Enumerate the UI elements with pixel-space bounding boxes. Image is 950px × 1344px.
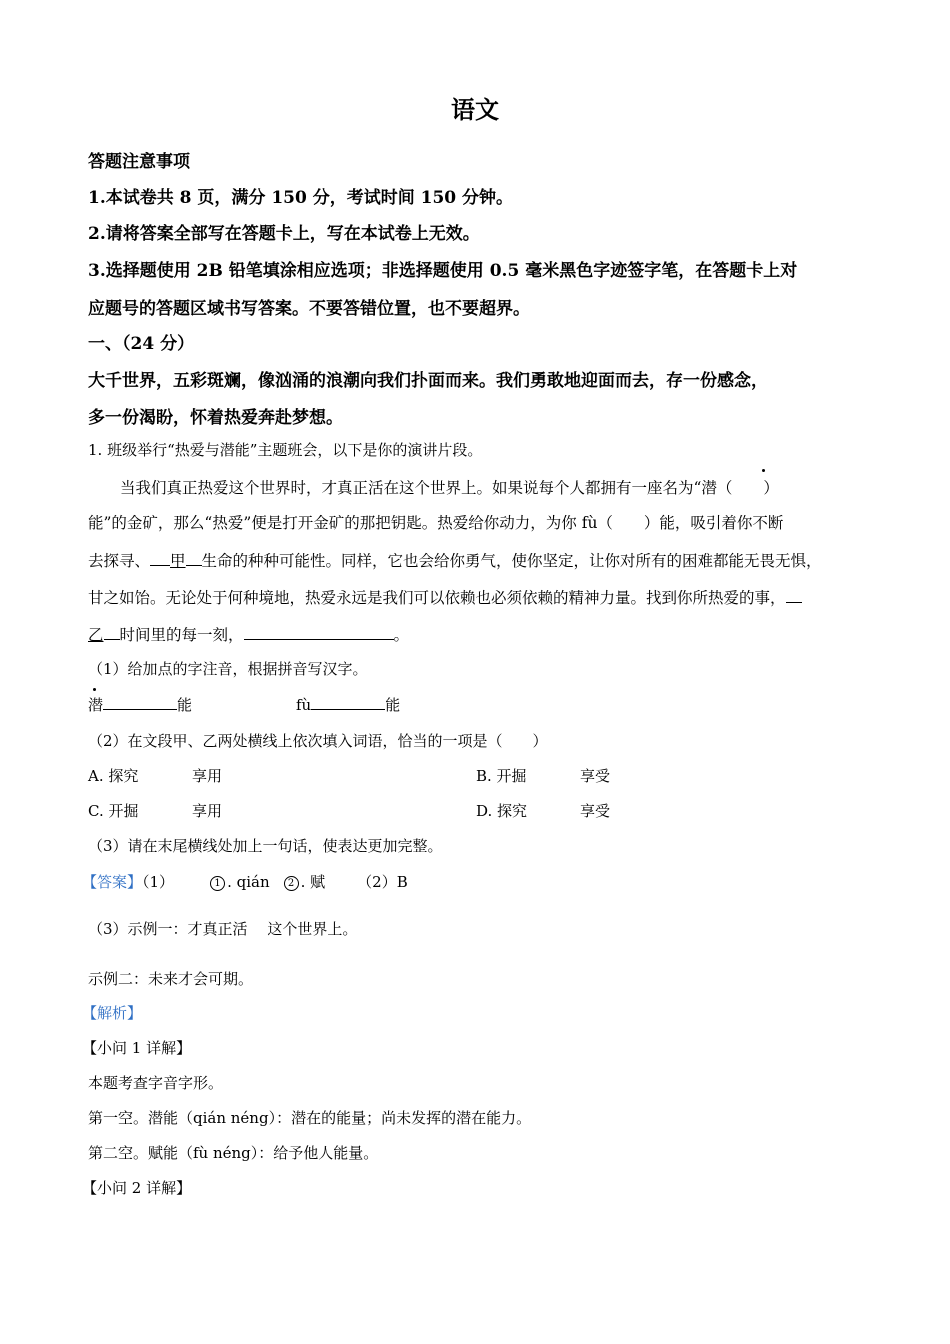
notes-heading: 答题注意事项	[88, 152, 190, 172]
blank-yi-left	[786, 588, 802, 603]
analysis-label: 【解析】	[82, 1004, 143, 1022]
option-b-word: 享受	[580, 767, 611, 785]
passage-line-5-period: 。	[393, 626, 410, 644]
sub-question-3: （3）请在末尾横线处加上一句话，使表达更加完整。	[88, 837, 443, 855]
answer-example-2: 示例二：未来才会可期。	[88, 970, 254, 988]
emphasis-dot	[93, 688, 96, 691]
blank-yi-label: 乙	[88, 626, 104, 644]
emphasis-dot	[762, 469, 765, 472]
option-a-word: 享用	[192, 767, 223, 785]
section-intro-line-2: 多一份渴盼，怀着热爱奔赴梦想。	[88, 408, 343, 428]
passage-line-3-end: 生命的种种可能性。同样，它也会给你勇气，使你坚定，让你对所有的困难都能无畏无惧，	[201, 552, 822, 570]
blank-jia-label: 甲	[170, 552, 186, 570]
blank-jia-right	[186, 551, 202, 566]
analysis-line-3: 第二空。赋能（fù néng）：给予他人能量。	[88, 1144, 379, 1162]
blank-2-pinyin: fù	[296, 696, 312, 714]
question-stem: 1. 班级举行“热爱与潜能”主题班会，以下是你的演讲片段。	[88, 441, 483, 459]
passage-line-1: 当我们真正热爱这个世界时，才真正活在这个世界上。如果说每个人都拥有一座名为“潜（ ）	[120, 479, 779, 497]
page-title: 语文	[451, 95, 499, 124]
blank-jia-left	[150, 551, 170, 566]
blank-yi-right	[104, 625, 120, 640]
passage-line-2: 能”的金矿，那么“热爱”便是打开金矿的那把钥匙。热爱给你动力，为你 fù（ ）能，吸引着你不断	[88, 514, 784, 532]
sub-question-2: （2）在文段甲、乙两处横线上依次填入词语，恰当的一项是（ ）	[88, 732, 548, 750]
note-item-1: 1.本试卷共 8 页，满分 150 分，考试时间 150 分钟。	[88, 188, 514, 208]
answer-label: 【答案】	[82, 873, 143, 891]
answer-value-2: . 赋	[300, 873, 326, 891]
analysis-line-2: 第一空。潜能（qián néng）：潜在的能量；尚未发挥的潜在能力。	[88, 1109, 532, 1127]
sub-question-1-detail-heading: 【小问 1 详解】	[82, 1039, 192, 1057]
fill-blank-row	[88, 694, 192, 715]
blank-2-suffix: 能	[385, 696, 401, 714]
passage-line-4-text: 甘之如饴。无论处于何种境地，热爱永远是我们可以依赖也必须依赖的精神力量。找到你所热爱的事，	[88, 589, 786, 607]
answer-value-1: . qián	[227, 873, 270, 891]
answer-blank-end	[244, 625, 394, 640]
option-a-letter: A. 探究	[88, 767, 139, 785]
passage-line-5-text: 时间里的每一刻，	[119, 626, 244, 644]
circled-number-2: 2	[284, 876, 299, 891]
sub-question-2-detail-heading: 【小问 2 详解】	[82, 1179, 192, 1197]
section-heading: 一、（24 分）	[88, 334, 195, 354]
option-d-letter: D. 探究	[476, 802, 528, 820]
note-item-2: 2.请将答案全部写在答题卡上，写在本试卷上无效。	[88, 224, 480, 244]
sub-question-1: （1）给加点的字注音，根据拼音写汉字。	[88, 660, 368, 678]
answer-part-1: （1）	[142, 873, 175, 891]
passage-line-3-start: 去探寻、	[88, 552, 151, 570]
circled-number-1: 1	[210, 876, 225, 891]
blank-1-suffix: 能	[177, 696, 193, 714]
blank-2-line	[311, 695, 385, 710]
option-d-word: 享受	[580, 802, 611, 820]
answer-part-2: （2）B	[357, 873, 408, 891]
blank-1-char: 潜	[88, 696, 104, 714]
passage-line-5	[88, 623, 409, 645]
section-intro-line-1: 大千世界，五彩斑斓，像汹涌的浪潮向我们扑面而来。我们勇敢地迎面而去，存一份感念，	[88, 371, 768, 391]
blank-1-line	[103, 695, 177, 710]
passage-line-4	[88, 586, 802, 608]
fill-blank-row-2	[296, 694, 400, 715]
answer-example-1: （3）示例一：才真正活 这个世界上。	[88, 920, 358, 938]
option-c-word: 享用	[192, 802, 223, 820]
note-item-3: 3.选择题使用 2B 铅笔填涂相应选项；非选择题使用 0.5 毫米黑色字迹签字笔，在答题卡上对	[88, 261, 798, 281]
option-b-letter: B. 开掘	[476, 767, 527, 785]
passage-line-3	[88, 549, 822, 571]
analysis-line-1: 本题考查字音字形。	[88, 1074, 224, 1092]
option-c-letter: C. 开掘	[88, 802, 139, 820]
answer-row	[82, 871, 408, 892]
note-item-4: 应题号的答题区域书写答案。不要答错位置，也不要超界。	[88, 299, 530, 319]
